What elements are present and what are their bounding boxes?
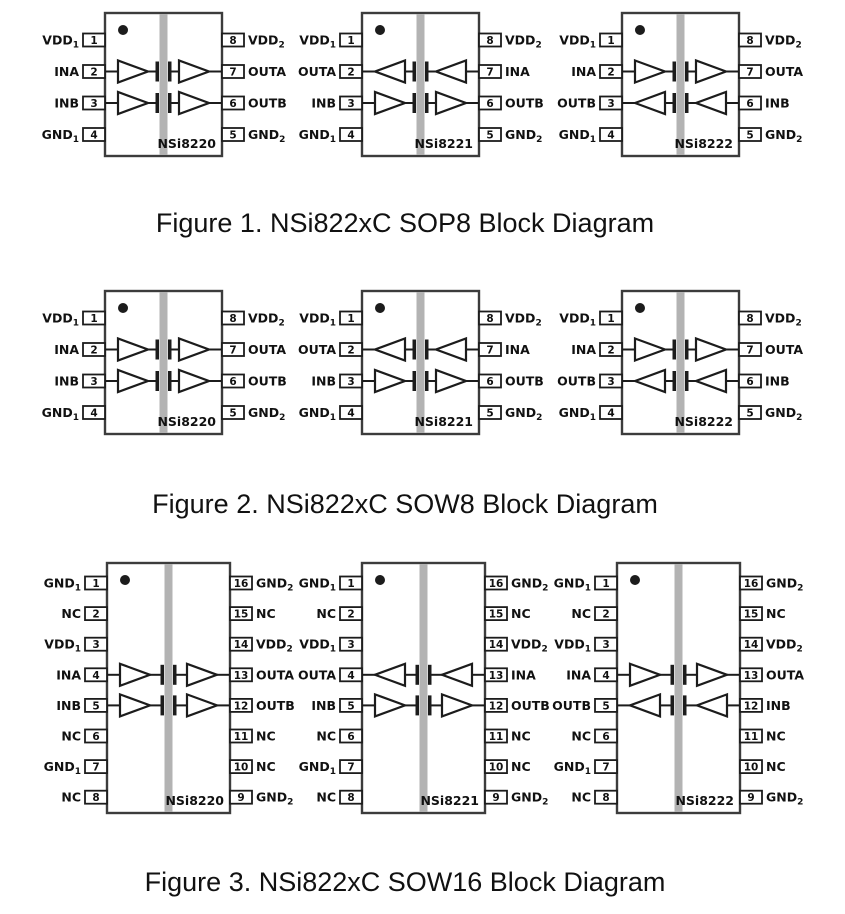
coupling-bar bbox=[156, 340, 160, 360]
pin-label: $VDD_1$ bbox=[44, 636, 81, 655]
pin-label: $GND_2$ bbox=[256, 789, 294, 808]
isolation-barrier bbox=[677, 293, 685, 433]
chip-name: NSi8220 bbox=[157, 136, 216, 151]
figure3-nsi8221-diagram bbox=[290, 557, 552, 817]
pin-number: 3 bbox=[607, 98, 615, 110]
coupling-bar bbox=[413, 340, 417, 360]
figure3-nsi8222-diagram bbox=[545, 557, 807, 817]
pin-label: INB bbox=[311, 373, 336, 389]
pin-label: $GND_2$ bbox=[248, 405, 286, 423]
pin-label: $GND_2$ bbox=[511, 575, 549, 594]
pin-label: OUTA bbox=[248, 342, 287, 357]
pin-label: OUTB bbox=[557, 95, 596, 111]
pin-number: 7 bbox=[746, 344, 754, 357]
pin-label: INA bbox=[54, 64, 79, 79]
pin-label: NC bbox=[316, 728, 336, 744]
pin-label: $GND_1$ bbox=[43, 575, 81, 594]
pin-label: $GND_1$ bbox=[41, 127, 79, 145]
pin-label: INB bbox=[766, 697, 791, 713]
coupling-bar bbox=[425, 62, 429, 82]
pin-number: 4 bbox=[607, 129, 615, 142]
coupling-bar bbox=[161, 665, 165, 685]
pin-label: $VDD_1$ bbox=[42, 310, 79, 329]
pin-number: 4 bbox=[92, 669, 100, 682]
coupling-bar bbox=[173, 695, 177, 715]
pin-label: INA bbox=[511, 667, 536, 683]
pin-label: $VDD_1$ bbox=[299, 32, 336, 51]
figure2-caption: Figure 2. NSi822xC SOW8 Block Diagram bbox=[152, 489, 658, 519]
pin-label: OUTB bbox=[552, 697, 591, 713]
pin-number: 10 bbox=[743, 761, 759, 774]
pin1-indicator-dot bbox=[630, 575, 640, 585]
pin-number: 2 bbox=[607, 344, 615, 357]
pin-number: 11 bbox=[233, 731, 249, 743]
pin-number: 4 bbox=[347, 129, 355, 142]
pin-number: 5 bbox=[229, 407, 237, 420]
pin-label: INA bbox=[571, 342, 596, 357]
coupling-bar bbox=[161, 695, 165, 715]
pin-label: $GND_1$ bbox=[558, 405, 596, 423]
pin-number: 3 bbox=[92, 639, 100, 652]
pin-number: 2 bbox=[347, 66, 355, 79]
pin-number: 3 bbox=[607, 376, 615, 388]
pin-label: $VDD_1$ bbox=[554, 636, 591, 655]
pin-label: $GND_1$ bbox=[43, 759, 81, 778]
pin-number: 7 bbox=[746, 66, 754, 79]
pin-number: 9 bbox=[492, 792, 500, 805]
pin-number: 14 bbox=[743, 639, 759, 652]
pin-number: 7 bbox=[602, 761, 610, 774]
pin-number: 1 bbox=[602, 578, 610, 590]
pin-number: 3 bbox=[602, 639, 610, 652]
pin-number: 6 bbox=[746, 376, 754, 388]
pin-number: 3 bbox=[90, 98, 98, 110]
pin-number: 7 bbox=[92, 761, 100, 774]
pin-number: 3 bbox=[347, 98, 355, 110]
coupling-bar bbox=[416, 665, 420, 685]
pin-label: OUTA bbox=[766, 667, 805, 683]
pin-number: 6 bbox=[229, 376, 237, 388]
pin-label: INA bbox=[566, 667, 591, 683]
pin-number: 8 bbox=[229, 35, 237, 47]
pin-label: NC bbox=[61, 728, 81, 744]
pin-number: 5 bbox=[347, 700, 355, 713]
pin-number: 1 bbox=[347, 313, 355, 325]
pin-label: $VDD_2$ bbox=[765, 310, 802, 329]
figure1-nsi8222-diagram bbox=[550, 7, 812, 167]
pin1-indicator-dot bbox=[375, 575, 385, 585]
pin-number: 8 bbox=[229, 313, 237, 325]
pin-number: 11 bbox=[743, 731, 759, 743]
pin-label: INA bbox=[571, 64, 596, 79]
coupling-bar bbox=[683, 665, 687, 685]
pin-label: $VDD_2$ bbox=[256, 636, 293, 655]
pin1-indicator-dot bbox=[120, 575, 130, 585]
pin-label: $GND_2$ bbox=[765, 127, 803, 145]
pin-number: 4 bbox=[602, 669, 610, 682]
pin-number: 1 bbox=[607, 313, 615, 325]
pin-label: OUTB bbox=[505, 373, 544, 389]
pin-number: 6 bbox=[486, 98, 494, 110]
pin-number: 7 bbox=[486, 344, 494, 357]
pin-number: 11 bbox=[488, 731, 504, 743]
coupling-bar bbox=[413, 93, 417, 113]
pin-number: 2 bbox=[90, 344, 98, 357]
coupling-bar bbox=[416, 695, 420, 715]
pin-number: 1 bbox=[347, 578, 355, 590]
pin-number: 8 bbox=[486, 313, 494, 325]
chip-name: NSi8221 bbox=[414, 414, 473, 429]
pin-number: 4 bbox=[607, 407, 615, 420]
pin-label: $VDD_2$ bbox=[248, 32, 285, 51]
coupling-bar bbox=[671, 665, 675, 685]
pin1-indicator-dot bbox=[635, 303, 645, 313]
pin-number: 7 bbox=[229, 66, 237, 79]
figure1-caption: Figure 1. NSi822xC SOP8 Block Diagram bbox=[155, 208, 655, 238]
isolation-barrier bbox=[417, 293, 425, 433]
figure1-nsi8220-diagram bbox=[33, 7, 295, 167]
pin1-indicator-dot bbox=[118, 303, 128, 313]
pin-label: OUTA bbox=[765, 64, 804, 79]
pin-label: OUTB bbox=[256, 697, 295, 713]
pin-label: INB bbox=[56, 697, 81, 713]
pin-number: 2 bbox=[347, 608, 355, 621]
pin-number: 1 bbox=[90, 35, 98, 47]
pin-number: 6 bbox=[92, 731, 100, 743]
pin-label: INA bbox=[505, 64, 530, 79]
pin-number: 1 bbox=[607, 35, 615, 47]
pin-label: NC bbox=[316, 789, 336, 805]
coupling-bar bbox=[685, 93, 689, 113]
pin-number: 8 bbox=[746, 35, 754, 47]
pin-number: 8 bbox=[486, 35, 494, 47]
figure2-nsi8222-diagram bbox=[550, 285, 812, 445]
pin-label: INB bbox=[311, 697, 336, 713]
coupling-bar bbox=[683, 695, 687, 715]
pin-label: NC bbox=[256, 728, 276, 744]
pin-number: 13 bbox=[233, 669, 249, 682]
coupling-bar bbox=[168, 93, 172, 113]
pin-number: 7 bbox=[229, 344, 237, 357]
pin-label: NC bbox=[511, 606, 531, 622]
pin-number: 12 bbox=[488, 700, 504, 713]
pin-number: 6 bbox=[229, 98, 237, 110]
pin-label: OUTA bbox=[256, 667, 295, 683]
chip-name: NSi8221 bbox=[420, 793, 479, 808]
pin-label: $GND_1$ bbox=[298, 575, 336, 594]
pin-number: 13 bbox=[743, 669, 759, 682]
pin-number: 5 bbox=[229, 129, 237, 142]
coupling-bar bbox=[428, 695, 432, 715]
pin-label: $GND_2$ bbox=[248, 127, 286, 145]
pin-label: NC bbox=[511, 759, 531, 775]
pin-label: NC bbox=[316, 606, 336, 622]
pin-number: 4 bbox=[90, 407, 98, 420]
figure3-caption: Figure 3. NSi822xC SOW16 Block Diagram bbox=[144, 867, 666, 897]
pin-label: INB bbox=[311, 95, 336, 111]
chip-name: NSi8222 bbox=[674, 136, 733, 151]
coupling-bar bbox=[673, 93, 677, 113]
figure2-nsi8221-diagram bbox=[290, 285, 552, 445]
coupling-bar bbox=[156, 62, 160, 82]
isolation-barrier bbox=[420, 565, 428, 812]
isolation-barrier bbox=[165, 565, 173, 812]
pin-label: $VDD_2$ bbox=[511, 636, 548, 655]
pin-label: $VDD_2$ bbox=[505, 310, 542, 329]
pin-number: 5 bbox=[602, 700, 610, 713]
pin-label: $VDD_2$ bbox=[765, 32, 802, 51]
pin-number: 15 bbox=[233, 608, 249, 621]
pin-label: NC bbox=[256, 759, 276, 775]
coupling-bar bbox=[168, 340, 172, 360]
pin-label: OUTA bbox=[297, 342, 336, 357]
pin-number: 1 bbox=[92, 578, 100, 590]
pin-number: 9 bbox=[747, 792, 755, 805]
pin-label: NC bbox=[766, 606, 786, 622]
coupling-bar bbox=[168, 62, 172, 82]
figure2-nsi8220-diagram bbox=[33, 285, 295, 445]
coupling-bar bbox=[168, 371, 172, 391]
pin-number: 16 bbox=[233, 578, 249, 590]
coupling-bar bbox=[425, 340, 429, 360]
pin-number: 6 bbox=[602, 731, 610, 743]
pin1-indicator-dot bbox=[118, 25, 128, 35]
pin-label: OUTB bbox=[248, 95, 287, 111]
pin-number: 6 bbox=[746, 98, 754, 110]
pin-label: $GND_1$ bbox=[41, 405, 79, 423]
pin-number: 5 bbox=[746, 129, 754, 142]
pin1-indicator-dot bbox=[375, 25, 385, 35]
pin-label: $GND_2$ bbox=[505, 127, 543, 145]
coupling-bar bbox=[685, 62, 689, 82]
pin-number: 4 bbox=[347, 407, 355, 420]
coupling-bar bbox=[673, 371, 677, 391]
coupling-bar bbox=[156, 93, 160, 113]
pin-number: 13 bbox=[488, 669, 504, 682]
coupling-bar bbox=[428, 665, 432, 685]
pin-label: $GND_1$ bbox=[553, 759, 591, 778]
pin-label: INB bbox=[765, 95, 790, 111]
coupling-bar bbox=[156, 371, 160, 391]
figure3-nsi8220-diagram bbox=[35, 557, 297, 817]
pin-number: 10 bbox=[233, 761, 249, 774]
pin-label: $GND_2$ bbox=[765, 405, 803, 423]
chip-name: NSi8220 bbox=[165, 793, 224, 808]
pin-number: 1 bbox=[347, 35, 355, 47]
pin-number: 1 bbox=[90, 313, 98, 325]
pin-number: 16 bbox=[488, 578, 504, 590]
pin-number: 15 bbox=[743, 608, 759, 621]
pin-number: 2 bbox=[92, 608, 100, 621]
pin-number: 2 bbox=[607, 66, 615, 79]
pin-label: $GND_2$ bbox=[256, 575, 294, 594]
pin-number: 4 bbox=[90, 129, 98, 142]
coupling-bar bbox=[673, 62, 677, 82]
pin-number: 5 bbox=[92, 700, 100, 713]
pin-label: OUTB bbox=[557, 373, 596, 389]
pin-number: 9 bbox=[237, 792, 245, 805]
pin-number: 3 bbox=[347, 639, 355, 652]
pin-number: 2 bbox=[347, 344, 355, 357]
pin-label: NC bbox=[511, 728, 531, 744]
pin-number: 12 bbox=[233, 700, 249, 713]
pin-label: NC bbox=[766, 728, 786, 744]
isolation-barrier bbox=[160, 15, 168, 155]
chip-name: NSi8220 bbox=[157, 414, 216, 429]
pin-label: OUTA bbox=[297, 667, 336, 683]
isolation-barrier bbox=[417, 15, 425, 155]
pin-label: $VDD_1$ bbox=[299, 636, 336, 655]
pin-number: 16 bbox=[743, 578, 759, 590]
pin-number: 6 bbox=[347, 731, 355, 743]
pin1-indicator-dot bbox=[375, 303, 385, 313]
pin-label: NC bbox=[256, 606, 276, 622]
pin-label: $VDD_2$ bbox=[766, 636, 803, 655]
pin-number: 3 bbox=[347, 376, 355, 388]
pin-label: $GND_1$ bbox=[298, 405, 336, 423]
pin-number: 2 bbox=[90, 66, 98, 79]
pin-number: 5 bbox=[746, 407, 754, 420]
pin-label: INB bbox=[54, 95, 79, 111]
pin-label: NC bbox=[61, 789, 81, 805]
pin-number: 10 bbox=[488, 761, 504, 774]
pin-label: INB bbox=[765, 373, 790, 389]
pin-label: $VDD_1$ bbox=[42, 32, 79, 51]
pin-label: $GND_2$ bbox=[766, 789, 804, 808]
pin-label: $VDD_1$ bbox=[299, 310, 336, 329]
pin-label: $GND_2$ bbox=[505, 405, 543, 423]
coupling-bar bbox=[671, 695, 675, 715]
coupling-bar bbox=[673, 340, 677, 360]
pin-label: $VDD_1$ bbox=[559, 310, 596, 329]
pin-number: 8 bbox=[602, 792, 610, 805]
pin-label: $VDD_1$ bbox=[559, 32, 596, 51]
coupling-bar bbox=[425, 371, 429, 391]
coupling-bar bbox=[425, 93, 429, 113]
isolation-barrier bbox=[160, 293, 168, 433]
pin-label: $GND_2$ bbox=[766, 575, 804, 594]
pin-label: OUTB bbox=[505, 95, 544, 111]
pin-label: $GND_1$ bbox=[298, 759, 336, 778]
coupling-bar bbox=[413, 371, 417, 391]
pin-number: 8 bbox=[92, 792, 100, 805]
pin-number: 6 bbox=[486, 376, 494, 388]
pin-number: 5 bbox=[486, 129, 494, 142]
isolation-barrier bbox=[675, 565, 683, 812]
pin-number: 2 bbox=[602, 608, 610, 621]
pin-label: INA bbox=[54, 342, 79, 357]
isolation-barrier bbox=[677, 15, 685, 155]
pin-number: 8 bbox=[347, 792, 355, 805]
pin-label: NC bbox=[61, 606, 81, 622]
pin-label: $VDD_2$ bbox=[248, 310, 285, 329]
figure1-nsi8221-diagram bbox=[290, 7, 552, 167]
pin-label: NC bbox=[571, 789, 591, 805]
pin-number: 15 bbox=[488, 608, 504, 621]
pin-label: $GND_1$ bbox=[558, 127, 596, 145]
pin-label: $GND_1$ bbox=[298, 127, 336, 145]
pin-number: 8 bbox=[746, 313, 754, 325]
chip-name: NSi8222 bbox=[674, 414, 733, 429]
pin-label: OUTA bbox=[248, 64, 287, 79]
pin-label: $GND_2$ bbox=[511, 789, 549, 808]
pin-label: NC bbox=[571, 606, 591, 622]
pin-label: OUTB bbox=[248, 373, 287, 389]
pin-label: $GND_1$ bbox=[553, 575, 591, 594]
pin-number: 7 bbox=[347, 761, 355, 774]
coupling-bar bbox=[173, 665, 177, 685]
pin-number: 4 bbox=[347, 669, 355, 682]
pin-number: 12 bbox=[743, 700, 759, 713]
pin-number: 14 bbox=[233, 639, 249, 652]
pin-number: 14 bbox=[488, 639, 504, 652]
pin-label: INA bbox=[56, 667, 81, 683]
pin-label: INB bbox=[54, 373, 79, 389]
chip-name: NSi8222 bbox=[675, 793, 734, 808]
pin-label: INA bbox=[505, 342, 530, 357]
pin-number: 5 bbox=[486, 407, 494, 420]
coupling-bar bbox=[685, 340, 689, 360]
pin-label: $VDD_2$ bbox=[505, 32, 542, 51]
coupling-bar bbox=[685, 371, 689, 391]
pin-label: OUTB bbox=[511, 697, 550, 713]
pin-number: 3 bbox=[90, 376, 98, 388]
pin-number: 7 bbox=[486, 66, 494, 79]
pin1-indicator-dot bbox=[635, 25, 645, 35]
pin-label: NC bbox=[571, 728, 591, 744]
pin-label: NC bbox=[766, 759, 786, 775]
pin-label: OUTA bbox=[297, 64, 336, 79]
pin-label: OUTA bbox=[765, 342, 804, 357]
chip-name: NSi8221 bbox=[414, 136, 473, 151]
coupling-bar bbox=[413, 62, 417, 82]
